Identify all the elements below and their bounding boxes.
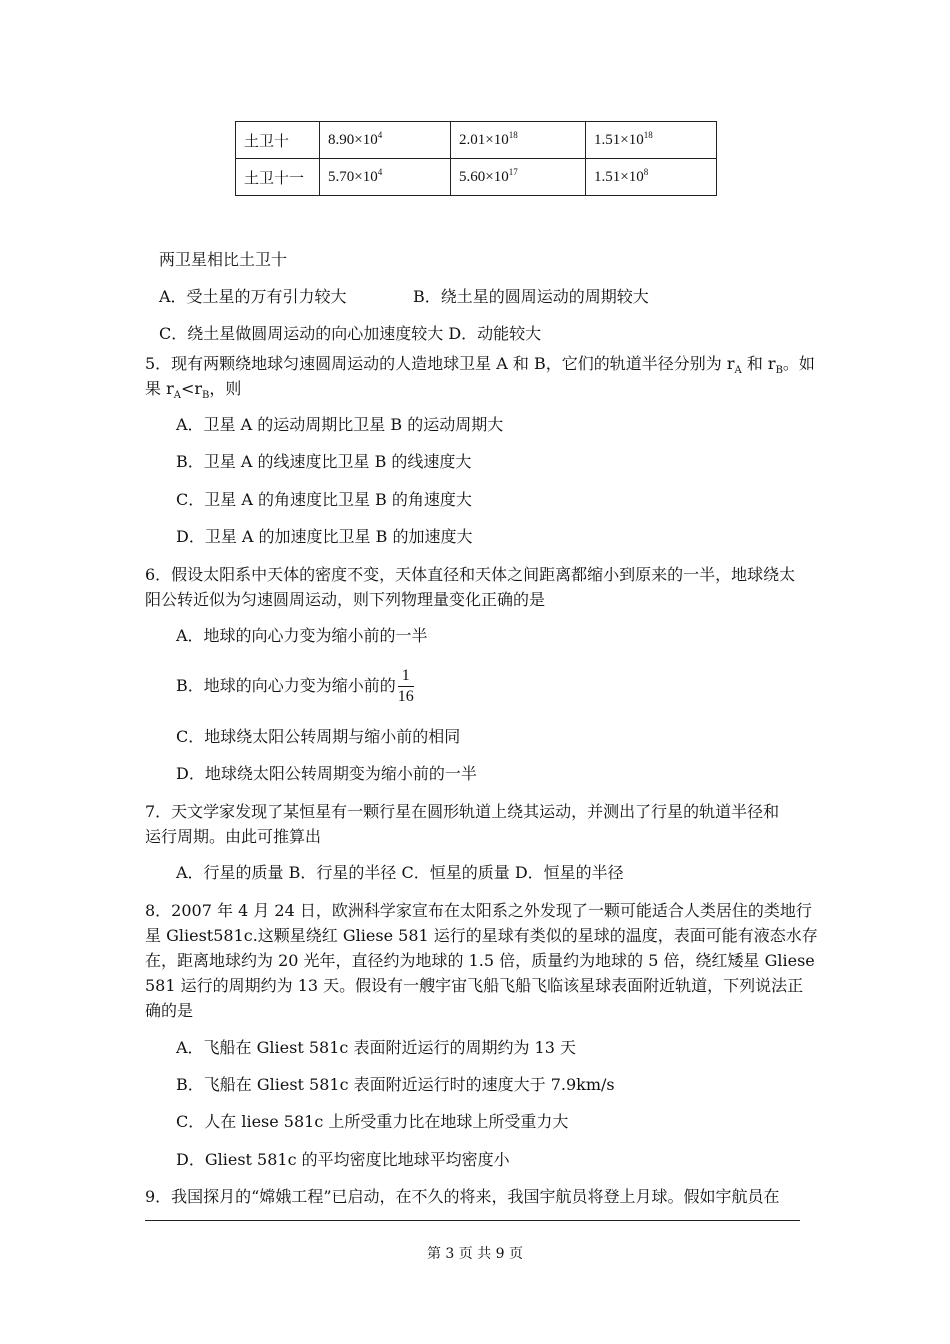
- text: ，则: [209, 379, 242, 398]
- saturn-moons-table: [235, 121, 717, 196]
- question-8-line-1: 8．2007 年 4 月 24 日，欧洲科学家宣布在太阳系之外发现了一颗可能适合人类居住的类地行: [145, 901, 812, 920]
- question-6-line-2: 阳公转近似为匀速圆周运动，则下列物理量变化正确的是: [145, 590, 546, 609]
- value-exponent: 8: [643, 166, 649, 177]
- question-5-line-1: [145, 351, 815, 377]
- option-d: D．卫星 A 的加速度比卫星 B 的加速度大: [176, 527, 473, 546]
- option-a: A．受土星的万有引力较大: [159, 287, 347, 306]
- page-number: 第 3 页 共 9 页: [426, 1246, 524, 1262]
- option-d: D．Gliest 581c 的平均密度比地球平均密度小: [176, 1150, 510, 1169]
- subscript: B: [775, 365, 783, 377]
- option-a: A．卫星 A 的运动周期比卫星 B 的运动周期大: [176, 415, 504, 434]
- table-cell: [236, 122, 320, 159]
- text: 5．现有两颗绕地球匀速圆周运动的人造地球卫星 A 和 B，它们的轨道半径分别为 r: [145, 354, 735, 373]
- value-base: 5.60×10: [459, 168, 509, 185]
- moon-name: 土卫十: [244, 131, 290, 150]
- option-b: [176, 664, 414, 708]
- table-row: [236, 122, 717, 159]
- value-exponent: 18: [508, 129, 518, 140]
- question-8-line-3: 在，距离地球约为 20 光年，直径约为地球的 1.5 倍，质量约为地球的 5 倍，绕红矮星 Gliese: [145, 951, 815, 970]
- table-row: [236, 159, 717, 196]
- value-base: 8.90×10: [328, 131, 378, 148]
- text: 和 r: [741, 354, 776, 373]
- value-exponent: 18: [643, 129, 653, 140]
- text: B．地球的向心力变为缩小前的: [176, 676, 396, 695]
- value-exponent: 4: [377, 166, 383, 177]
- options: A．行星的质量 B．行星的半径 C．恒星的质量 D．恒星的半径: [176, 863, 624, 882]
- text: <r: [180, 379, 203, 398]
- table-cell: [451, 159, 586, 196]
- table-cell: [586, 159, 717, 196]
- text: 果 r: [145, 379, 174, 398]
- option-c: C．卫星 A 的角速度比卫星 B 的角速度大: [176, 490, 472, 509]
- fraction: [398, 666, 414, 707]
- subscript: A: [173, 390, 181, 402]
- option-d: D．地球绕太阳公转周期变为缩小前的一半: [176, 764, 477, 783]
- denominator: 16: [397, 688, 414, 705]
- value-base: 2.01×10: [459, 131, 509, 148]
- question-8-line-2: 星 Gliest581c.这颗星绕红 Gliese 581 运行的星球有类似的星球的温度，表面可能有液态水存: [145, 926, 818, 945]
- option-c-d: C．绕土星做圆周运动的向心加速度较大 D．动能较大: [159, 324, 542, 343]
- table-cell: [236, 159, 320, 196]
- subscript: A: [734, 365, 742, 377]
- value-exponent: 4: [377, 129, 383, 140]
- table-cell: [451, 122, 586, 159]
- option-c: C．人在 liese 581c 上所受重力比在地球上所受重力大: [176, 1112, 569, 1131]
- value-base: 1.51×10: [594, 168, 644, 185]
- table-cell: [320, 122, 451, 159]
- question-8-line-4: 581 运行的周期约为 13 天。假设有一艘宇宙飞船飞船飞临该星球表面附近轨道，下列说法正: [145, 976, 804, 995]
- numerator: 1: [398, 666, 414, 687]
- question-5-line-2: [145, 376, 241, 402]
- table-cell: [320, 159, 451, 196]
- option-a: A．地球的向心力变为缩小前的一半: [176, 626, 428, 645]
- text: 。如: [782, 354, 815, 373]
- question-8-line-5: 确的是: [145, 1001, 194, 1020]
- question-stem: 两卫星相比土卫十: [159, 250, 288, 269]
- value-exponent: 17: [508, 166, 518, 177]
- question-9-line-1: 9．我国探月的“嫦娥工程”已启动，在不久的将来，我国宇航员将登上月球。假如宇航员在: [145, 1187, 780, 1206]
- value-base: 1.51×10: [594, 131, 644, 148]
- moon-name: 土卫十一: [244, 168, 305, 187]
- option-a: A．飞船在 Gliest 581c 表面附近运行的周期约为 13 天: [176, 1038, 576, 1057]
- footer-divider: [145, 1220, 800, 1221]
- subscript: B: [202, 390, 210, 402]
- question-7-line-1: 7．天文学家发现了某恒星有一颗行星在圆形轨道上绕其运动，并测出了行星的轨道半径和: [145, 802, 780, 821]
- option-c: C．地球绕太阳公转周期与缩小前的相同: [176, 727, 461, 746]
- question-7-line-2: 运行周期。由此可推算出: [145, 827, 322, 846]
- table-cell: [586, 122, 717, 159]
- option-b: B．飞船在 Gliest 581c 表面附近运行时的速度大于 7.9km/s: [176, 1075, 615, 1094]
- option-b: B．卫星 A 的线速度比卫星 B 的线速度大: [176, 452, 472, 471]
- question-6-line-1: 6．假设太阳系中天体的密度不变，天体直径和天体之间距离都缩小到原来的一半，地球绕太: [145, 565, 796, 584]
- option-b: B．绕土星的圆周运动的周期较大: [413, 287, 649, 306]
- value-base: 5.70×10: [328, 168, 378, 185]
